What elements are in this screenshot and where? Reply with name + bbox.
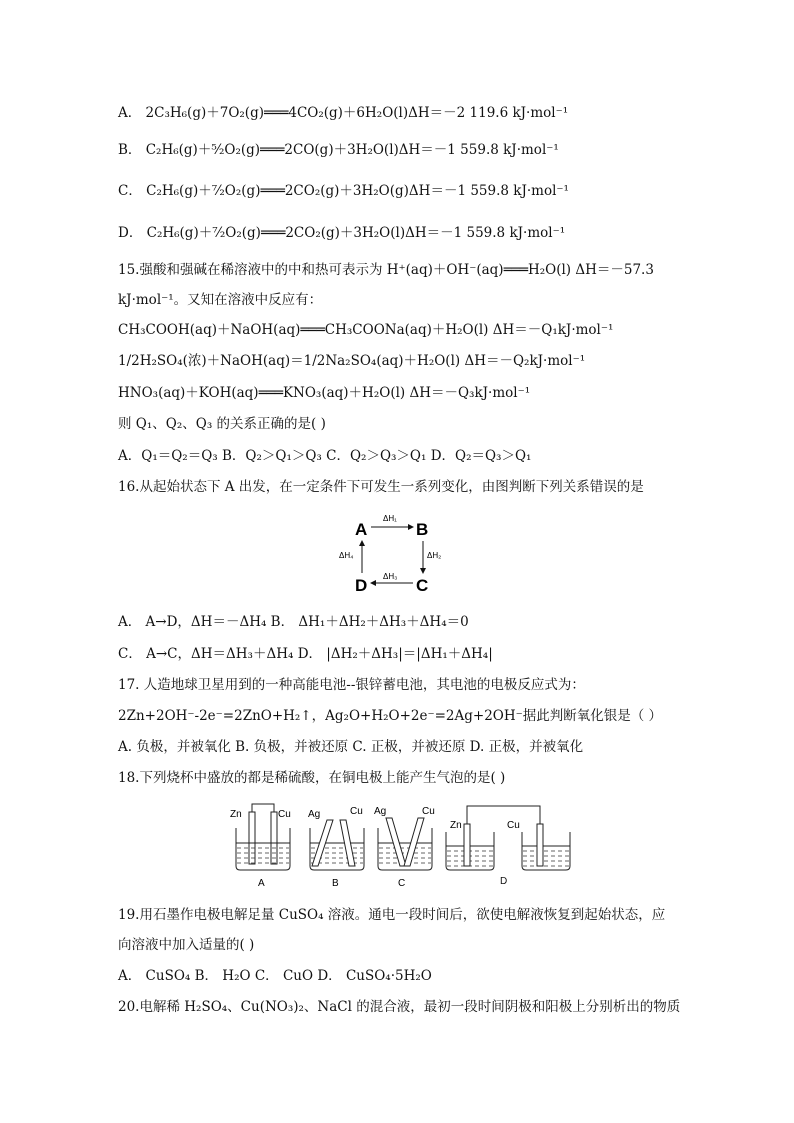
beaker-b-right-electrode-label: Cu — [350, 806, 363, 817]
q16-stem: 16.从起始状态下 A 出发，在一定条件下可发生一系列变化，由图判断下列关系错误的是 — [118, 479, 644, 495]
node-b: B — [416, 520, 429, 539]
q19-stem-line1: 19.用石墨作电极电解足量 CuSO₄ 溶液。通电一段时间后，欲使电解液恢复到起始状态，应 — [118, 907, 666, 923]
beaker-c-left-electrode-label: Ag — [374, 806, 387, 817]
beaker-b — [308, 806, 364, 889]
q14-option-c: C． C₂H₆(g)＋⁷⁄₂O₂(g)═══2CO₂(g)＋3H₂O(g)ΔH＝－1 559.8 kJ·mol⁻¹ — [118, 183, 569, 199]
q15-equation-1: CH₃COOH(aq)＋NaOH(aq)═══CH₃COONa(aq)＋H₂O(l) ΔH＝－Q₁kJ·mol⁻¹ — [118, 322, 614, 338]
q14-option-a: A． 2C₃H₆(g)＋7O₂(g)═══4CO₂(g)＋6H₂O(l)ΔH＝－2 119.6 kJ·mol⁻¹ — [118, 105, 569, 121]
q17-stem-line2: 2Zn+2OH⁻-2e⁻=2ZnO+H₂↑，Ag₂O+H₂O+2e⁻=2Ag+2OH⁻据此判断氧化银是（ ） — [118, 708, 663, 724]
q15-stem-line2: kJ·mol⁻¹。又知在溶液中反应有： — [118, 292, 323, 308]
beaker-a-label: A — [258, 878, 265, 889]
q20-stem-line1: 20.电解稀 H₂SO₄、Cu(NO₃)₂、NaCl 的混合液，最初一段时间阴极和阳极上分别析出的物质 — [118, 999, 681, 1015]
q17-options: A. 负极，并被氧化 B. 负极，并被还原 C. 正极，并被还原 D. 正极，并被氧化 — [118, 739, 584, 755]
q15-equation-2: 1/2H₂SO₄(浓)＋NaOH(aq)＝1/2Na₂SO₄(aq)＋H₂O(l) ΔH＝－Q₂kJ·mol⁻¹ — [118, 353, 586, 369]
beaker-d-caption-line: D — [500, 876, 508, 887]
beaker-d-right-vessel — [500, 800, 600, 892]
q16-options-cd: C． A→C，ΔH＝ΔH₃＋ΔH₄ D． |ΔH₂＋ΔH₃|＝|ΔH₁＋ΔH₄| — [118, 646, 493, 662]
beaker-c — [374, 806, 435, 889]
q14-option-b: B． C₂H₆(g)＋⁵⁄₂O₂(g)═══2CO(g)＋3H₂O(l)ΔH＝－1 559.8 kJ·mol⁻¹ — [118, 142, 559, 158]
q15-options: A．Q₁＝Q₂＝Q₃ B．Q₂＞Q₁＞Q₃ C．Q₂＞Q₃＞Q₁ D．Q₂＝Q₃＞Q₁ — [118, 448, 532, 464]
beaker-b-left-electrode-label: Ag — [308, 809, 321, 820]
beaker-b-label: B — [332, 878, 339, 889]
beakers-figure — [228, 800, 528, 892]
q15-equation-3: HNO₃(aq)＋KOH(aq)═══KNO₃(aq)＋H₂O(l) ΔH＝－Q₃kJ·mol⁻¹ — [118, 385, 531, 401]
edge-label-dh1: ΔH₁ — [383, 514, 397, 523]
beaker-c-right-electrode-label: Cu — [422, 806, 435, 817]
enthalpy-cycle-diagram — [335, 505, 455, 597]
beaker-d-right-electrode-label: Cu — [507, 820, 520, 831]
beaker-d-left-electrode-label: Zn — [450, 820, 462, 831]
node-a: A — [355, 520, 368, 539]
edge-label-dh4: ΔH₄ — [339, 551, 354, 560]
edge-label-dh3: ΔH₃ — [383, 572, 398, 581]
beaker-a-right-electrode-label: Cu — [278, 809, 291, 820]
q19-stem-line2: 向溶液中加入适量的( ) — [118, 937, 255, 953]
q16-options-ab: A． A→D，ΔH＝－ΔH₄ B． ΔH₁＋ΔH₂＋ΔH₃＋ΔH₄＝0 — [118, 614, 469, 630]
edge-label-dh2: ΔH₂ — [427, 551, 442, 560]
q15-stem-line1: 15.强酸和强碱在稀溶液中的中和热可表示为 H⁺(aq)＋OH⁻(aq)═══H₂O(l) ΔH＝－57.3 — [118, 262, 654, 278]
q15-question: 则 Q₁、Q₂、Q₃ 的关系正确的是( ) — [118, 416, 326, 432]
beaker-c-label: C — [398, 878, 406, 889]
q17-stem-line1: 17. 人造地球卫星用到的一种高能电池--银锌蓄电池，其电池的电极反应式为： — [118, 677, 585, 693]
q19-options: A． CuSO₄ B． H₂O C． CuO D． CuSO₄·5H₂O — [118, 968, 432, 984]
node-d: D — [355, 576, 368, 595]
node-c: C — [416, 576, 429, 595]
beaker-a — [230, 804, 291, 889]
q14-option-d: D． C₂H₆(g)＋⁷⁄₂O₂(g)═══2CO₂(g)＋3H₂O(l)ΔH＝－1 559.8 kJ·mol⁻¹ — [118, 225, 566, 241]
beaker-a-left-electrode-label: Zn — [230, 809, 242, 820]
q18-stem: 18.下列烧杯中盛放的都是稀硫酸，在铜电极上能产生气泡的是( ) — [118, 770, 506, 786]
